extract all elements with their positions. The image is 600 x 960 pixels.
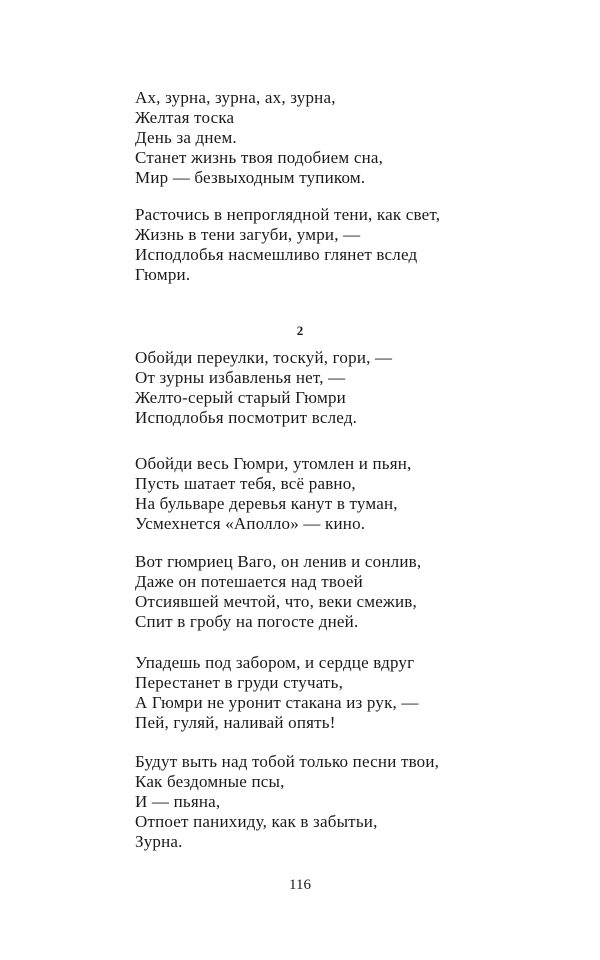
verse-line: И — пьяна, xyxy=(135,792,221,811)
verse-line: Гюмри. xyxy=(135,265,191,284)
verse-line: Ах, зурна, зурна, ах, зурна, xyxy=(135,88,336,107)
verse-line: Даже он потешается над твоей xyxy=(135,572,363,591)
verse-line: А Гюмри не уронит стакана из рук, — xyxy=(135,693,419,712)
verse-line: Пусть шатает тебя, всё равно, xyxy=(135,474,356,493)
verse-line: Станет жизнь твоя подобием сна, xyxy=(135,148,384,167)
verse-line: Упадешь под забором, и сердце вдруг xyxy=(135,653,415,672)
stanza-7 xyxy=(135,752,439,852)
verse-line: Отпоет панихиду, как в забытьи, xyxy=(135,812,378,831)
section-number: 2 xyxy=(296,323,304,338)
verse-line: Зурна. xyxy=(135,832,183,851)
verse-line: Исподлобья посмотрит вслед. xyxy=(135,408,358,427)
stanza-5 xyxy=(135,552,421,632)
verse-line: Отсиявшей мечтой, что, веки смежив, xyxy=(135,592,417,611)
page-number: 116 xyxy=(289,877,311,893)
verse-line: От зурны избавленья нет, — xyxy=(135,368,346,387)
verse-line: Вот гюмриец Ваго, он ленив и сонлив, xyxy=(135,552,422,571)
verse-line: Усмехнется «Аполло» — кино. xyxy=(135,514,366,533)
verse-line: Пей, гуляй, наливай опять! xyxy=(135,713,336,732)
verse-line: Жизнь в тени загуби, умри, — xyxy=(135,225,361,244)
verse-line: День за днем. xyxy=(135,128,237,147)
verse-line: Расточись в непроглядной тени, как свет, xyxy=(135,205,441,224)
stanza-3 xyxy=(135,348,392,428)
verse-line: Обойди переулки, тоскуй, гори, — xyxy=(135,348,393,367)
verse-line: Будут выть над тобой только песни твои, xyxy=(135,752,440,771)
stanza-4 xyxy=(135,454,411,534)
verse-line: Мир — безвыходным тупиком. xyxy=(135,168,366,187)
stanza-1 xyxy=(135,88,383,188)
verse-line: Желтая тоска xyxy=(135,108,235,127)
verse-line: Обойди весь Гюмри, утомлен и пьян, xyxy=(135,454,412,473)
verse-line: Исподлобья насмешливо глянет вслед xyxy=(135,245,418,264)
verse-line: На бульваре деревья канут в туман, xyxy=(135,494,398,513)
stanza-6 xyxy=(135,653,419,733)
stanza-2 xyxy=(135,205,440,285)
verse-line: Спит в гробу на погосте дней. xyxy=(135,612,359,631)
verse-line: Желто-серый старый Гюмри xyxy=(135,388,346,407)
verse-line: Как бездомные псы, xyxy=(135,772,285,791)
verse-line: Перестанет в груди стучать, xyxy=(135,673,344,692)
